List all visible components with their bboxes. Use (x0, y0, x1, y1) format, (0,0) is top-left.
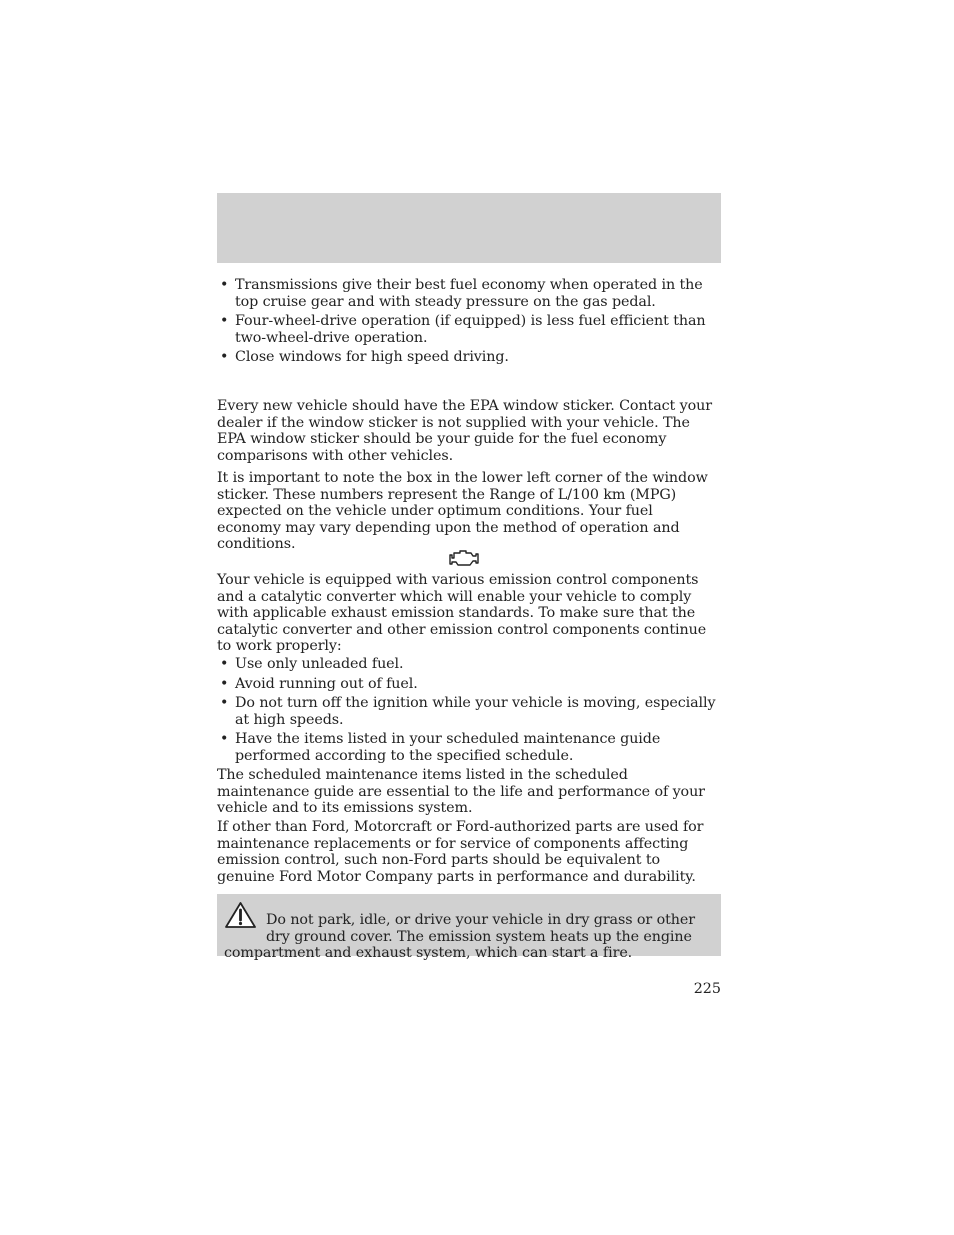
warning-box (217, 894, 721, 962)
maintenance-paragraph-1: The scheduled maintenance items listed in the scheduled maintenance guide are essential to the life and performance of your vehicle and to its emissions system. (217, 767, 705, 816)
list-item: • Do not turn off the ignition while your vehicle is moving, especially at high speeds. (217, 695, 721, 728)
engine-icon (448, 547, 480, 569)
page-number: 225 (693, 981, 721, 997)
list-item: • Four-wheel-drive operation (if equipped) is less fuel efficient than two-wheel-drive operation. (217, 313, 721, 346)
list-item: • Transmissions give their best fuel economy when operated in the top cruise gear and with steady pressure on the gas pedal. (217, 277, 721, 310)
epa-paragraph-2: It is important to note the box in the lower left corner of the window sticker. These numbers represent the Range of L/100 km (MPG) expected on the vehicle under optimum conditions. Your fuel economy may vary depending upon the method of operation and conditions. (217, 470, 708, 552)
warning-message: Do not park, idle, or drive your vehicle in dry grass or other dry ground cover. The emission system heats up the engine compartment and exhaust system, which can start a fire. (224, 912, 695, 962)
header-band (217, 193, 721, 263)
list-item: • Use only unleaded fuel. (217, 656, 721, 673)
epa-paragraph-1: Every new vehicle should have the EPA window sticker. Contact your dealer if the window sticker is not supplied with your vehicle. The EPA window sticker should be your guide for the fuel economy comparisons with other vehicles. (217, 398, 712, 464)
emission-list-container (217, 656, 721, 764)
fuel-tips-list-container (217, 277, 721, 366)
list-item: • Close windows for high speed driving. (217, 349, 721, 366)
warning-text (224, 912, 714, 962)
emission-intro: Your vehicle is equipped with various emission control components and a catalytic converter which will enable your vehicle to comply with applicable exhaust emission standards. To make sure that the catalytic converter and other emission control components continue to work properly: (217, 572, 707, 654)
emission-list (217, 656, 721, 764)
fuel-tips-list (217, 277, 721, 366)
list-item: • Have the items listed in your scheduled maintenance guide performed according to the specified schedule. (217, 731, 721, 764)
maintenance-paragraph-2: If other than Ford, Motorcraft or Ford-authorized parts are used for maintenance replacements or for service of components affecting emission control, such non-Ford parts should be equivalent to genuine Ford Motor Company parts in performance and durability. (217, 819, 704, 885)
list-item: • Avoid running out of fuel. (217, 676, 721, 693)
